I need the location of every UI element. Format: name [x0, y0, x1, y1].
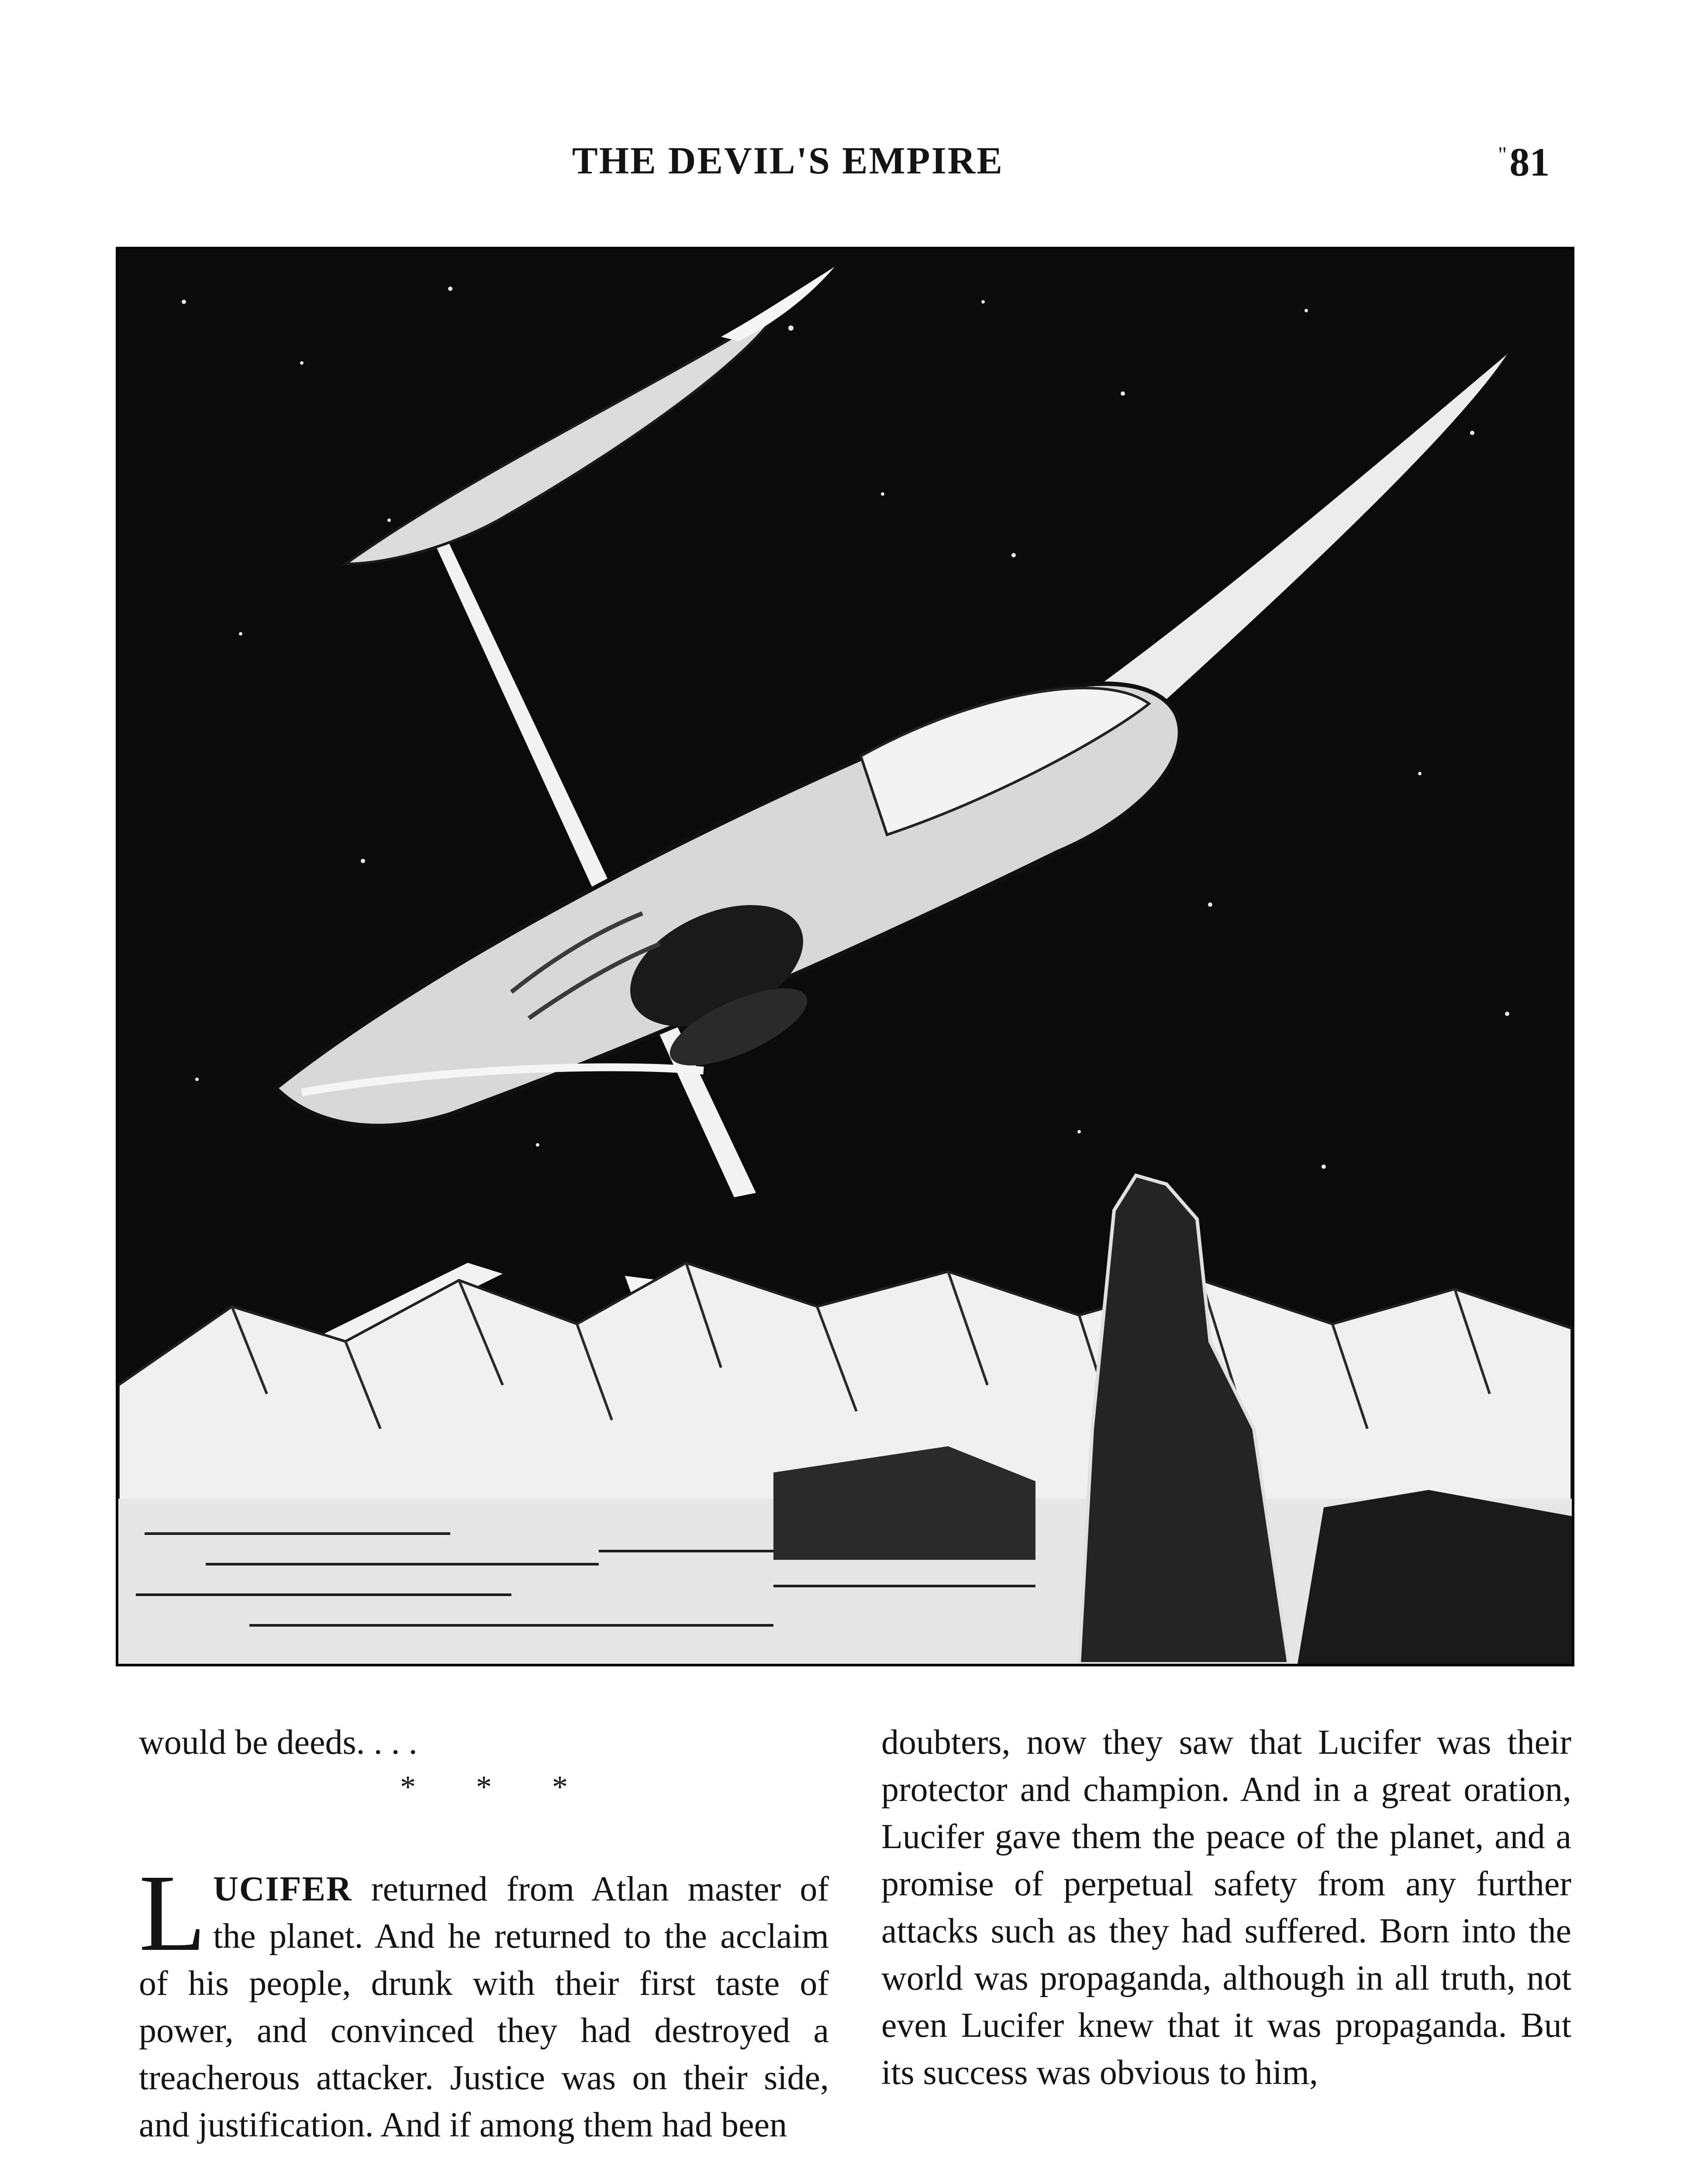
- closing-line: would be deeds. . . .: [139, 1723, 418, 1762]
- page-number-block: [1498, 139, 1550, 185]
- running-title: THE DEVIL'S EMPIRE: [572, 140, 1004, 182]
- paragraph-lucifer-returned: [139, 1852, 829, 2149]
- running-header: [0, 139, 1691, 191]
- right-column: [881, 1719, 1571, 2096]
- paragraph-text: returned from Atlan master of the planet. And he returned to the acclaim of his people, drunk with their first taste of power, and convinced they had destroyed a treacherous attacker. Justice was on their side, and justification. And if among them had been: [139, 1870, 829, 2144]
- page-number: 81: [1509, 140, 1550, 184]
- lead-word: UCIFER: [213, 1870, 352, 1908]
- paragraph-propaganda: doubters, now they saw that Lucifer was their protector and champion. And in a great oration, Lucifer gave them the peace of the planet, and a promise of perpetual safety from any further attacks such as they had suffered. Born into the world was propaganda, although in all truth, not even Lucifer knew that it was propaganda. But its success was obvious to him,: [881, 1723, 1571, 2092]
- drop-cap: L: [139, 1852, 206, 1974]
- page-mark: ": [1498, 142, 1507, 167]
- section-break: * * *: [400, 1769, 594, 1804]
- left-column: [139, 1719, 829, 2149]
- foreground-rocks: [1298, 1490, 1572, 1664]
- illustration-spaceships: [116, 247, 1574, 1666]
